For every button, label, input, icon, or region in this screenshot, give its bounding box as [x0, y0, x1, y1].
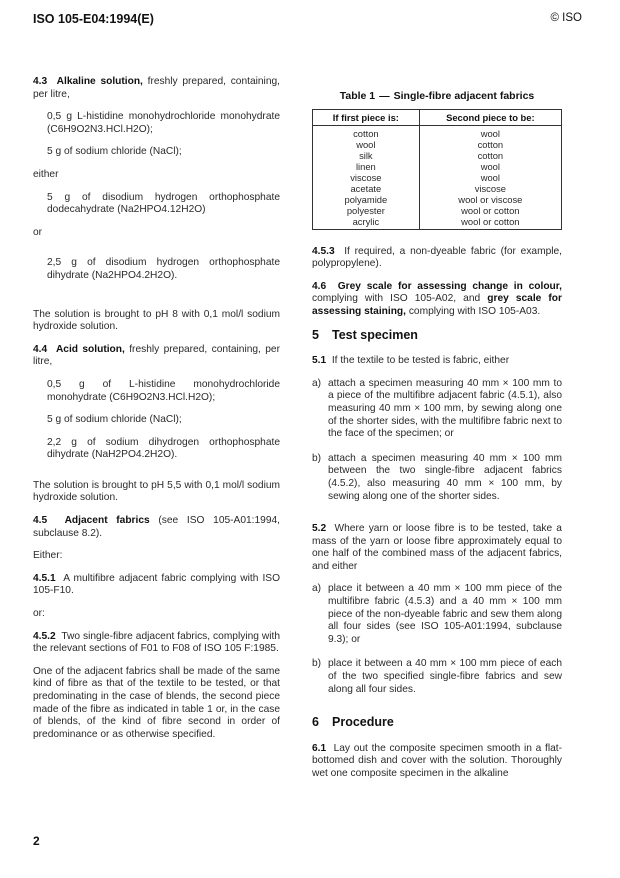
either-label: either: [33, 168, 59, 180]
heading-procedure: [312, 716, 562, 729]
column-header-second-piece: Second piece to be:: [419, 109, 561, 125]
first-piece-cell: viscose: [313, 172, 420, 183]
reagent-sodium-dihydrogen: 2,2 g of sodium dihydrogen orthophosphate dihydrate (NaH2PO4.2H2O).: [47, 436, 280, 461]
first-piece-cell: wool: [313, 139, 420, 150]
section-text: Lay out the composite specimen smooth in a flat-bottomed dish and cover with the solution. Thoroughly wet one composite specimen in the alkaline: [312, 742, 562, 779]
second-piece-cell: cotton: [419, 150, 561, 161]
table-row: [313, 172, 562, 183]
reagent-nacl: 5 g of sodium chloride (NaCl);: [47, 146, 182, 158]
table-caption: Single-fibre adjacent fabrics: [393, 90, 535, 102]
table-row: [313, 205, 562, 216]
heading-test-specimen: [312, 329, 562, 342]
table-row: [313, 183, 562, 194]
reagent-dodecahydrate: 5 g of disodium hydrogen orthophosphate dodecahydrate (Na2HPO4.12H2O): [47, 191, 280, 216]
list-marker: b): [312, 658, 322, 670]
section-number: 4.5.2: [33, 630, 56, 642]
section-4-5-1: [33, 573, 280, 598]
single-fibre-table: [312, 109, 562, 230]
section-text: Where yarn or loose fibre is to be tested, take a mass of the yarn or loose fibre approximately equal to one half of the combined mass of the adjacent fabrics, and either: [312, 523, 562, 572]
section-text: (see ISO 105-A01:1994, subclause 8.2).: [33, 515, 280, 539]
table-row: [313, 161, 562, 172]
section-text: complying with ISO 105-A02, and: [312, 293, 488, 305]
section-4-4: [33, 344, 280, 369]
list-text: attach a specimen measuring 40 mm × 100 mm between the two single-fibre adjacent fabrics (4.5.2), also measuring 40 mm × 100 mm, by sewing along one of the shorter sides.: [328, 452, 562, 502]
list-item: [312, 658, 562, 696]
list-text: attach a specimen measuring 40 mm × 100 mm to a piece of the multifibre adjacent fabric (4.5.1), also measuring 40 mm × 100 mm, by sewing along one of the shorter sides, with the multifibre fabric next to the face of the specimen; or: [328, 377, 562, 440]
section-number: 4.4: [33, 343, 48, 355]
section-text: If required, a non-dyeable fabric (for example, polypropylene).: [312, 245, 562, 270]
copyright-header: © ISO: [550, 12, 582, 24]
second-piece-cell: viscose: [419, 183, 561, 194]
list-text: place it between a 40 mm × 100 mm piece of the multifibre fabric (4.5.3) and a 40 mm × 100 mm piece of the non-dyeable fabric and sew them along all four sides (see ISO 105-A01:1994, subclause 9.3); or: [328, 583, 562, 645]
heading-number: 5: [312, 327, 319, 342]
list-marker: b): [312, 452, 322, 464]
section-number: 5.2: [312, 523, 327, 535]
right-column: [312, 76, 562, 791]
alkaline-ph-note: The solution is brought to pH 8 with 0,1 mol/l sodium hydroxide solution.: [33, 308, 280, 333]
column-header-first-piece: If first piece is:: [313, 109, 420, 125]
section-number: 4.3: [33, 76, 48, 87]
first-piece-cell: acrylic: [313, 216, 420, 230]
reagent-histidine: 0,5 g of L-histidine monohydrochloride monohydrate (C6H9O2N3.HCl.H2O);: [47, 378, 280, 403]
first-piece-cell: silk: [313, 150, 420, 161]
section-4-5-2: [33, 631, 280, 656]
page-number: 2: [33, 834, 40, 848]
reagent-nacl: 5 g of sodium chloride (NaCl);: [47, 414, 182, 426]
list-item: [312, 453, 562, 503]
table-dash: —: [379, 90, 390, 102]
acid-ph-note: The solution is brought to pH 5,5 with 0,1 mol/l sodium hydroxide solution.: [33, 479, 280, 504]
first-piece-cell: polyester: [313, 205, 420, 216]
first-piece-cell: acetate: [313, 183, 420, 194]
heading-title: Procedure: [332, 715, 394, 730]
or-label: or:: [33, 608, 45, 620]
second-piece-cell: wool or viscose: [419, 194, 561, 205]
adjacent-fabric-rule: One of the adjacent fabrics shall be made of the same kind of fibre as that of the textile to be tested, or that predominating in the case of blends, the second piece made of the fibre as indicated in table 1 or, in the case of blends, of the kind of fibre second in order of predominance or as otherwise specified.: [33, 665, 280, 740]
first-piece-cell: polyamide: [313, 194, 420, 205]
section-title: Alkaline solution,: [56, 76, 143, 87]
section-text: A multifibre adjacent fabric complying with ISO 105-F10.: [33, 572, 280, 597]
section-4-6: [312, 281, 562, 319]
or-label: or: [33, 226, 43, 238]
list-marker: a): [312, 377, 322, 389]
left-column: [33, 76, 280, 751]
either-label: Either:: [33, 550, 63, 562]
section-4-5: [33, 515, 280, 540]
heading-title: Test specimen: [332, 327, 418, 342]
section-6-1: [312, 743, 562, 781]
first-piece-cell: cotton: [313, 125, 420, 139]
table-row: [313, 139, 562, 150]
table-row: [313, 216, 562, 230]
list-item: [312, 378, 562, 441]
doc-id-header: ISO 105-E04:1994(E): [33, 12, 154, 26]
section-4-5-3: [312, 246, 562, 271]
table-title: [312, 90, 562, 103]
first-piece-cell: linen: [313, 161, 420, 172]
section-4-3: [33, 76, 280, 101]
section-number: 4.6: [312, 280, 327, 292]
section-number: 4.5: [33, 515, 48, 527]
section-title: grey scale for assessing staining,: [312, 293, 562, 317]
section-number: 4.5.1: [33, 572, 56, 584]
table-label: Table 1: [339, 90, 376, 102]
second-piece-cell: wool: [419, 172, 561, 183]
table-row: [313, 150, 562, 161]
section-title: Adjacent fabrics: [64, 515, 150, 527]
section-5-2: [312, 523, 562, 573]
list-marker: a): [312, 583, 322, 595]
section-number: 5.1: [312, 355, 327, 367]
second-piece-cell: wool or cotton: [419, 205, 561, 216]
list-text: place it between a 40 mm × 100 mm piece of each of the two specified single-fibre fabrics and sew along all four sides.: [328, 658, 562, 695]
table-row: [313, 125, 562, 139]
section-text: freshly prepared, containing, per litre,: [33, 343, 280, 368]
reagent-dihydrate: 2,5 g of disodium hydrogen orthophosphate dihydrate (Na2HPO4.2H2O).: [47, 257, 280, 281]
section-number: 4.5.3: [312, 245, 335, 257]
section-number: 6.1: [312, 742, 327, 754]
table-row: [313, 194, 562, 205]
section-text: Two single-fibre adjacent fabrics, complying with the relevant sections of F01 to F08 of ISO 105 F:1985.: [33, 630, 280, 655]
second-piece-cell: wool: [419, 161, 561, 172]
second-piece-cell: wool: [419, 125, 561, 139]
section-text: If the textile to be tested is fabric, either: [331, 355, 510, 367]
section-5-1: [312, 355, 562, 368]
list-item: [312, 583, 562, 646]
second-piece-cell: cotton: [419, 139, 561, 150]
section-title: Acid solution,: [55, 343, 125, 355]
section-title: Grey scale for assessing change in colour,: [337, 280, 562, 292]
heading-number: 6: [312, 715, 319, 730]
section-text: complying with ISO 105-A03.: [406, 305, 541, 317]
reagent-histidine: 0,5 g L-histidine monohydrochloride monohydrate (C6H9O2N3.HCl.H2O);: [47, 111, 280, 135]
section-text: freshly prepared, containing, per litre,: [33, 76, 280, 100]
second-piece-cell: wool or cotton: [419, 216, 561, 230]
